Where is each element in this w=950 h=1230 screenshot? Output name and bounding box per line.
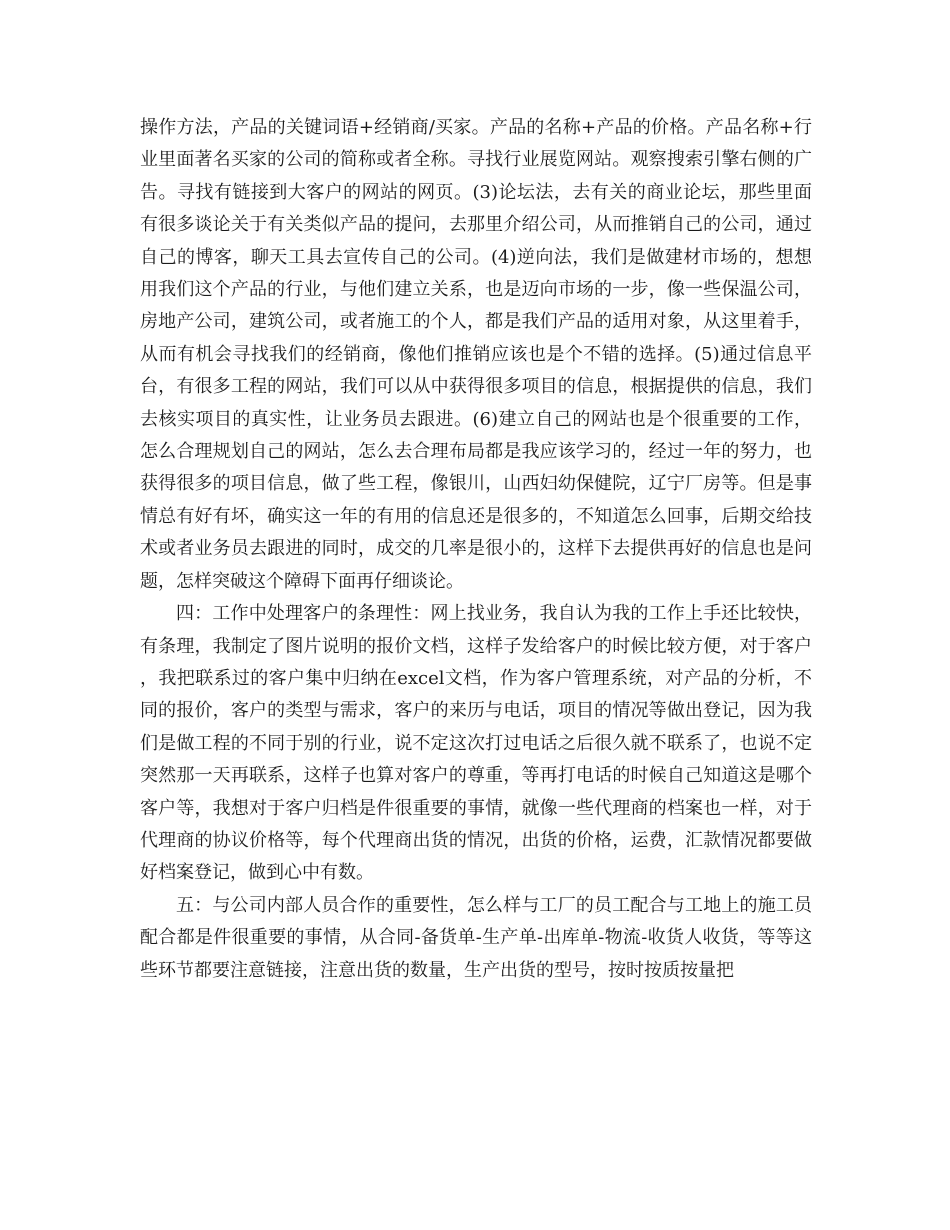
paragraph-3: 五：与公司内部人员合作的重要性，怎么样与工厂的员工配合与工地上的施工员配合都是件很重要的事情，从合同-备货单-生产单-出库单-物流-收货人收货，等等这些环节都要注意链接，注意出货的数量，生产出货的型号，按时按质按量把 (140, 894, 812, 981)
paragraph-2: 四：工作中处理客户的条理性：网上找业务，我自认为我的工作上手还比较快，有条理，我制定了图片说明的报价文档，这样子发给客户的时候比较方便，对于客户，我把联系过的客户集中归纳在excel文档，作为客户管理系统，对产品的分析，不同的报价，客户的类型与需求，客户的来历与电话，项目的情况等做出登记，因为我们是做工程的不同于别的行业，说不定这次打过电话之后很久就不联系了，也说不定突然那一天再联系，这样子也算对客户的尊重，等再打电话的时候自己知道这是哪个客户等，我想对于客户归档是件很重要的事情，就像一些代理商的档案也一样，对于代理商的协议价格等，每个代理商出货的情况，出货的价格，运费，汇款情况都要做好档案登记，做到心中有数。 (140, 603, 812, 884)
document-body (140, 112, 812, 987)
paragraph-1: 操作方法，产品的关键词语+经销商/买家。产品的名称+产品的价格。产品名称+行业里面著名买家的公司的简称或者全称。寻找行业展览网站。观察搜索引擎右侧的广告。寻找有链接到大客户的网站的网页。(3)论坛法，去有关的商业论坛，那些里面有很多谈论关于有关类似产品的提问，去那里介绍公司，从而推销自己的公司，通过自己的博客，聊天工具去宣传自己的公司。(4)逆向法，我们是做建材市场的，想想用我们这个产品的行业，与他们建立关系，也是迈向市场的一步，像一些保温公司，房地产公司，建筑公司，或者施工的个人，都是我们产品的适用对象，从这里着手，从而有机会寻找我们的经销商，像他们推销应该也是个不错的选择。(5)通过信息平台，有很多工程的网站，我们可以从中获得很多项目的信息，根据提供的信息，我们去核实项目的真实性，让业务员去跟进。(6)建立自己的网站也是个很重要的工作，怎么合理规划自己的网站，怎么去合理布局都是我应该学习的，经过一年的努力，也获得很多的项目信息，做了些工程，像银川，山西妇幼保健院，辽宁厂房等。但是事情总有好有坏，确实这一年的有用的信息还是很多的，不知道怎么回事，后期交给技术或者业务员去跟进的同时，成交的几率是很小的，这样下去提供再好的信息也是问题，怎样突破这个障碍下面再仔细谈论。 (140, 117, 812, 592)
